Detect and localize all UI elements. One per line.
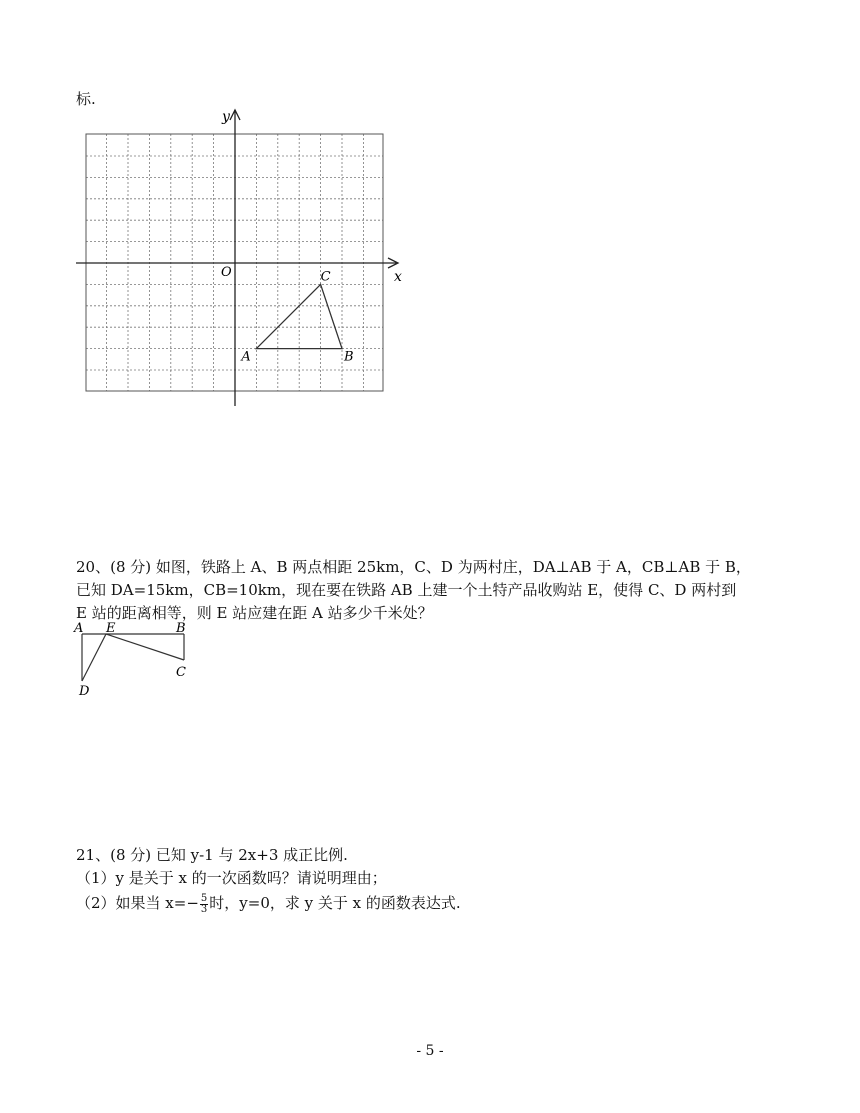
question-21-line-3 [76,892,461,915]
point-label-c: C [320,269,331,285]
page-number: - 5 - [416,1043,444,1059]
label-b: B [176,621,186,636]
label-c: C [176,665,186,680]
q21-line3-prefix: （2）如果当 x=− [76,894,199,912]
q21-line3-suffix: 时，y=0，求 y 关于 x 的函数表达式. [209,894,461,912]
label-e: E [106,621,116,636]
question-20-line-1: 20、(8 分) 如图，铁路上 A、B 两点相距 25km，C、D 为两村庄，DA⊥AB 于 A，CB⊥AB 于 B， [76,558,751,576]
fraction-numerator: 5 [200,892,208,904]
coordinate-grid-figure [0,100,860,520]
question-19-tail: 标. [76,90,96,108]
x-axis-label: x [394,269,402,285]
label-a: A [74,621,84,636]
segment-de [82,634,106,681]
origin-label: O [221,265,232,280]
fraction-five-thirds [200,894,208,915]
y-axis-label: y [222,109,230,125]
question-20-line-2: 已知 DA=15km，CB=10km，现在要在铁路 AB 上建一个土特产品收购站 E，使得 C、D 两村到 [76,581,737,599]
label-d: D [79,684,90,699]
question-20-line-3: E 站的距离相等，则 E 站应建在距 A 站多少千米处？ [76,604,433,622]
point-label-a: A [241,349,251,365]
railway-figure [70,620,200,700]
segment-ec [106,634,184,660]
question-21-line-1: 21、(8 分) 已知 y-1 与 2x+3 成正比例. [76,846,348,864]
question-21-line-2: （1）y 是关于 x 的一次函数吗？请说明理由； [76,869,387,887]
fraction-denominator: 3 [200,903,208,915]
point-label-b: B [344,349,354,365]
